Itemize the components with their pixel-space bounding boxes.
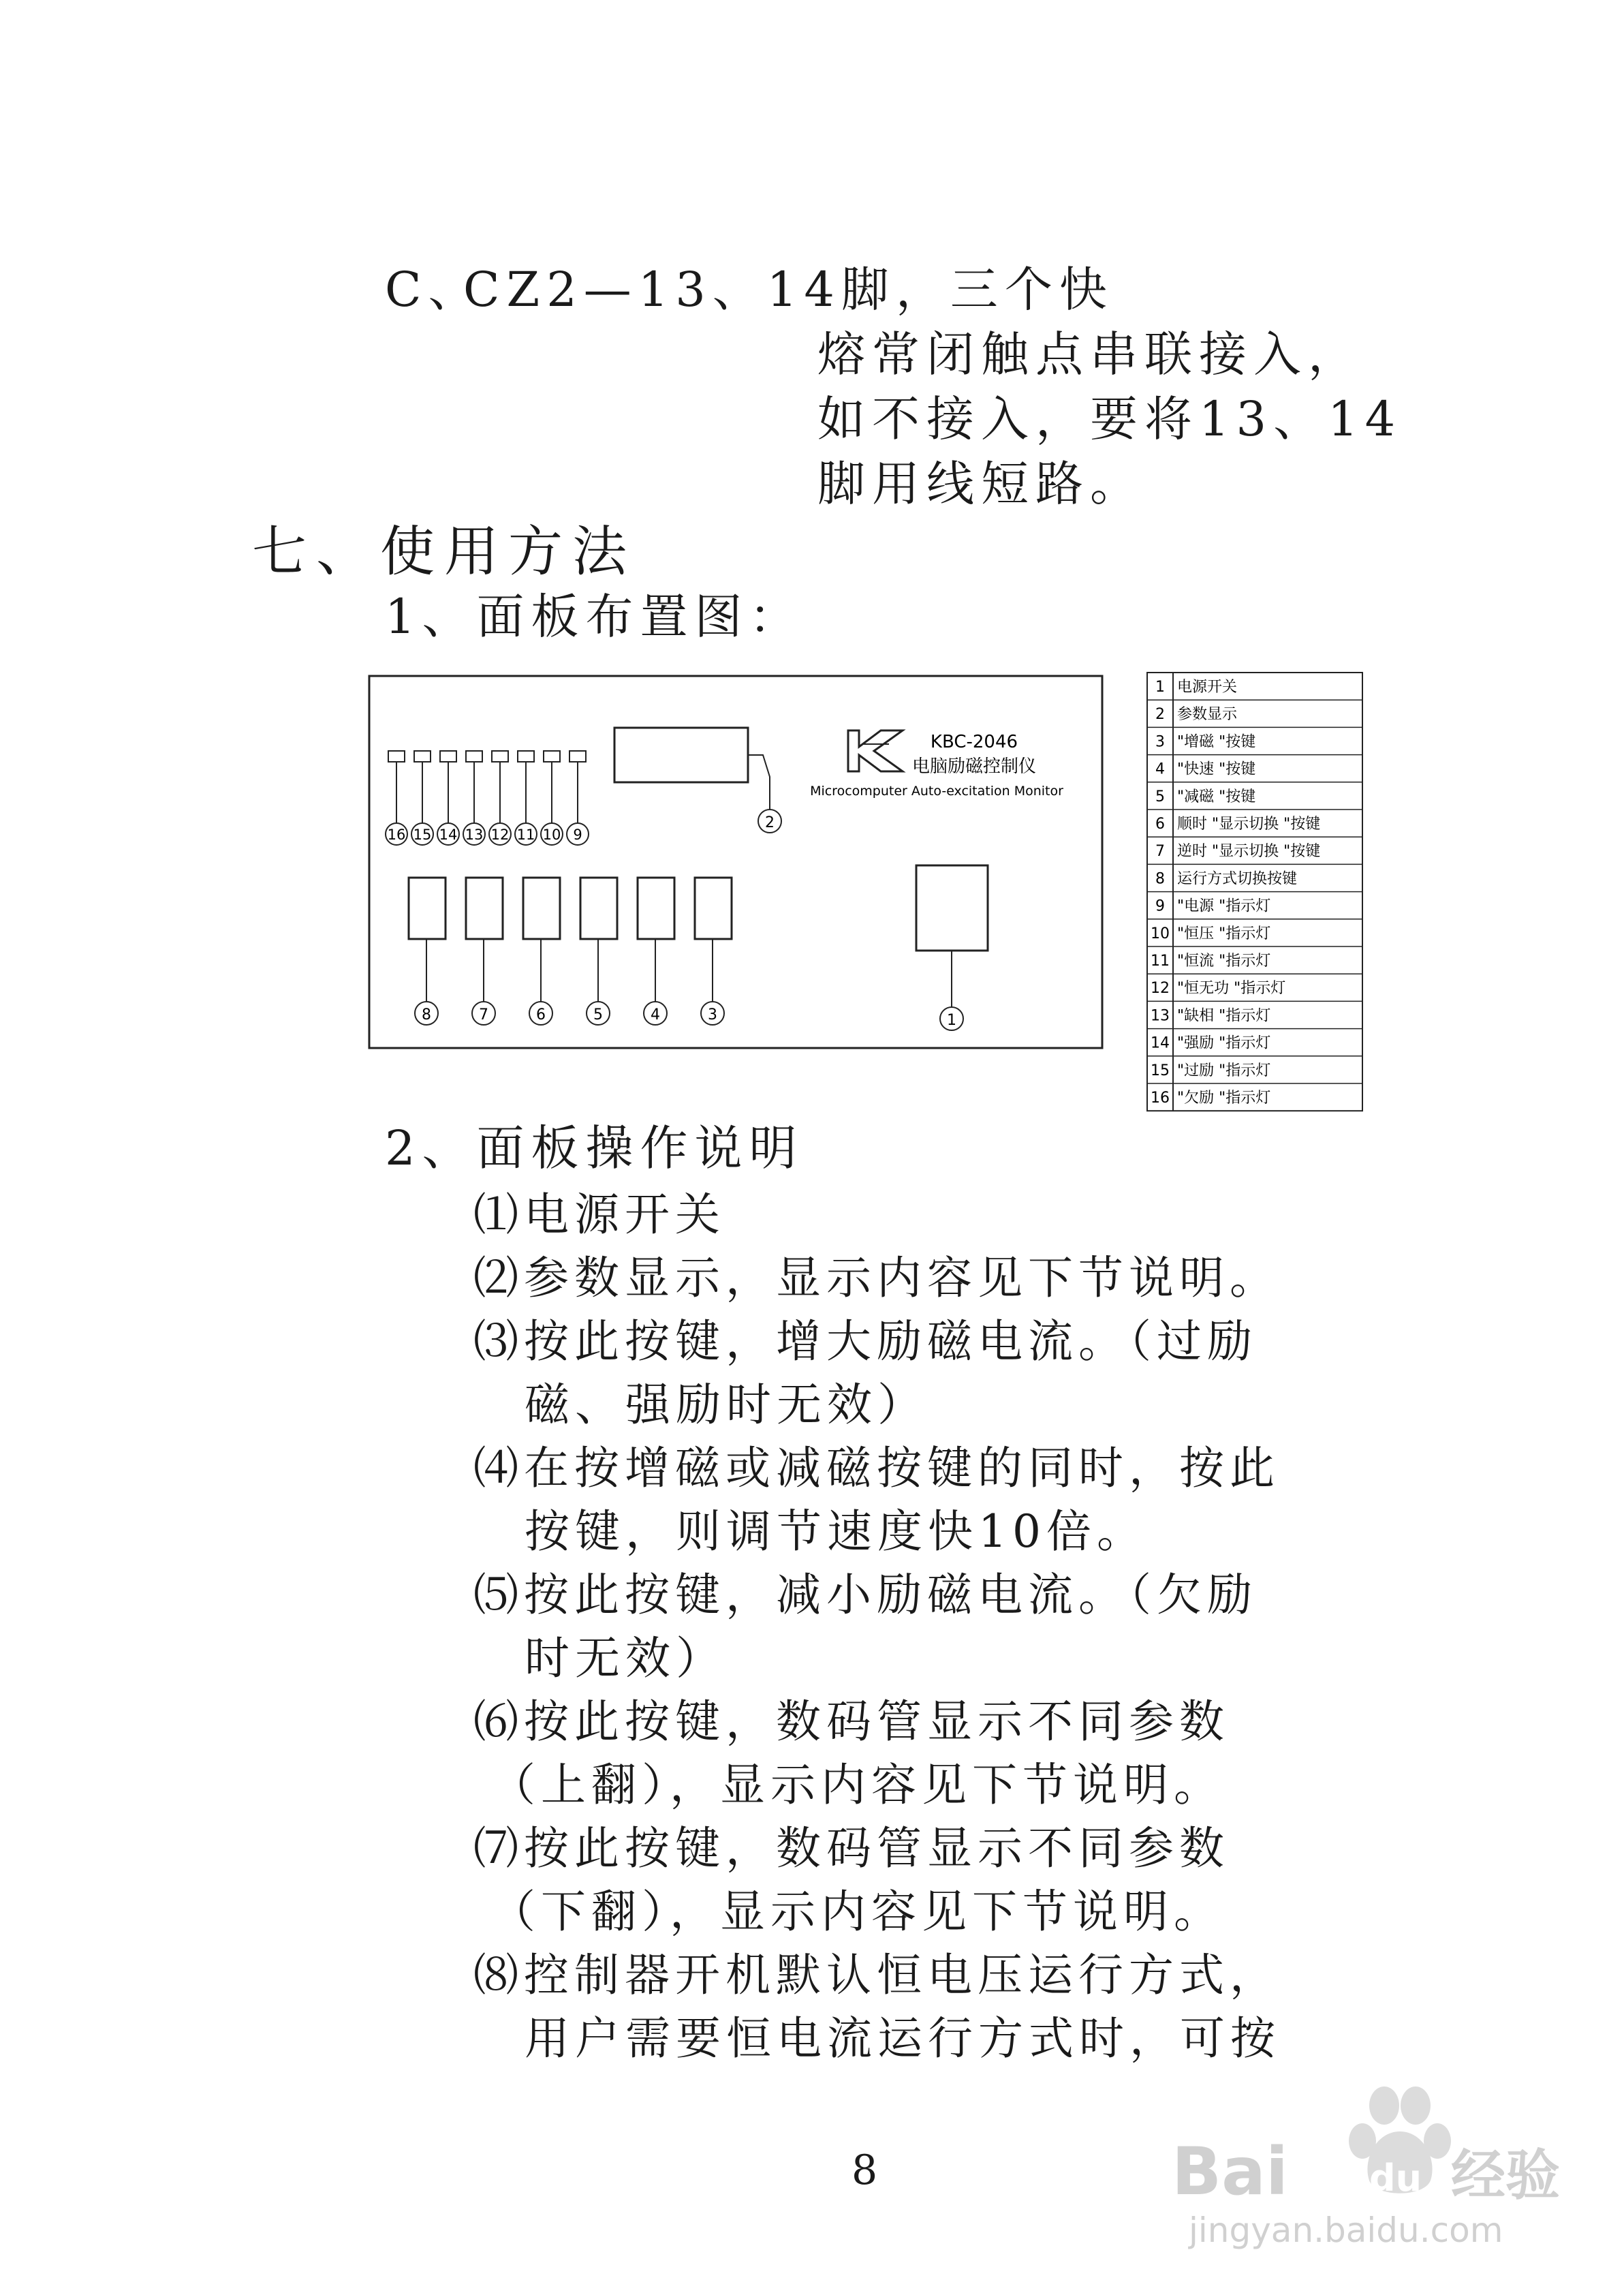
- page-number: 8: [852, 2146, 878, 2194]
- watermark-brand-2: du: [1369, 2157, 1422, 2200]
- operation-item-5: ⑸按此按键，减小励磁电流。（欠励: [473, 1569, 1258, 1621]
- legend-num-9: 9: [1155, 897, 1165, 915]
- indicator-lamp-13: [466, 751, 482, 762]
- operation-item-6-cont: （上翻），显示内容见下节说明。: [490, 1759, 1224, 1811]
- section-c-line-3: 如不接入，要将13、14: [817, 391, 1403, 447]
- legend-text-10: "恒压 "指示灯: [1177, 925, 1271, 942]
- panel-button-3: [695, 878, 732, 939]
- callout-2-label: 2: [765, 814, 775, 831]
- watermark-brand: Bai: [1172, 2134, 1288, 2210]
- legend-num-4: 4: [1155, 760, 1165, 778]
- legend-text-14: "强励 "指示灯: [1177, 1034, 1271, 1052]
- panel-legend-table: [1146, 671, 1364, 1114]
- legend-text-4: "快速 "按键: [1177, 760, 1256, 778]
- section-c-line-4: 脚用线短路。: [817, 456, 1144, 512]
- legend-text-1: 电源开关: [1177, 679, 1238, 696]
- indicator-lamp-row: [386, 751, 589, 845]
- legend-text-11: "恒流 "指示灯: [1177, 953, 1271, 970]
- operation-item-4: ⑷在按增磁或减磁按键的同时，按此: [473, 1442, 1280, 1494]
- legend-num-5: 5: [1155, 788, 1165, 805]
- legend-num-2: 2: [1155, 706, 1165, 724]
- panel-button-5: [580, 878, 617, 939]
- legend-text-5: "减磁 "按键: [1177, 788, 1256, 805]
- brand-name-en: Microcomputer Auto-excitation Monitor: [810, 784, 1063, 799]
- operation-item-3: ⑶按此按键，增大励磁电流。（过励: [473, 1315, 1258, 1368]
- callout-4-label: 4: [651, 1006, 660, 1023]
- baidu-jingyan-watermark: [1158, 2078, 1594, 2269]
- callout-6-label: 6: [536, 1006, 546, 1023]
- operation-item-5-cont: 时无效）: [525, 1632, 726, 1684]
- brand-model: KBC-2046: [930, 732, 1018, 752]
- indicator-lamp-16: [388, 751, 405, 762]
- callout-10-label: 10: [542, 827, 561, 843]
- operation-item-7: ⑺按此按键，数码管显示不同参数: [473, 1822, 1230, 1875]
- operation-item-1: ⑴电源开关: [473, 1188, 725, 1241]
- brand-name-cn: 电脑励磁控制仪: [911, 756, 1037, 777]
- watermark-url: jingyan.baidu.com: [1189, 2211, 1503, 2250]
- indicator-lamp-14: [440, 751, 456, 762]
- legend-text-9: "电源 "指示灯: [1177, 897, 1271, 915]
- legend-num-3: 3: [1155, 733, 1165, 751]
- callout-8-label: 8: [422, 1006, 431, 1023]
- operation-item-4-cont: 按键，则调节速度快10倍。: [525, 1505, 1147, 1558]
- callout-7-label: 7: [479, 1006, 488, 1023]
- callout-16-label: 16: [387, 827, 406, 843]
- operation-item-6: ⑹按此按键，数码管显示不同参数: [473, 1695, 1230, 1748]
- indicator-lamp-11: [518, 751, 534, 762]
- operation-item-3-cont: 磁、强励时无效）: [525, 1378, 928, 1431]
- operation-item-8: ⑻控制器开机默认恒电压运行方式，: [473, 1949, 1280, 2001]
- callout-5-label: 5: [593, 1006, 603, 1023]
- brand-logo: [848, 730, 903, 771]
- callout-11-label: 11: [516, 827, 535, 843]
- legend-text-13: "缺相 "指示灯: [1177, 1007, 1271, 1025]
- operation-item-7-cont: （下翻），显示内容见下节说明。: [490, 1885, 1224, 1938]
- panel-button-6: [523, 878, 560, 939]
- legend-text-16: "欠励 "指示灯: [1177, 1090, 1271, 1107]
- legend-num-1: 1: [1155, 679, 1165, 696]
- legend-text-12: "恒无功 "指示灯: [1177, 980, 1286, 998]
- legend-num-8: 8: [1155, 870, 1165, 888]
- legend-text-2: 参数显示: [1177, 706, 1238, 724]
- legend-text-3: "增磁 "按键: [1177, 733, 1256, 751]
- legend-num-16: 16: [1151, 1090, 1170, 1107]
- panel-layout-diagram: [368, 675, 1104, 1049]
- indicator-lamp-12: [492, 751, 508, 762]
- section-c-line-2: 熔常闭触点串联接入，: [817, 326, 1362, 382]
- callout-15-label: 15: [413, 827, 432, 843]
- section-c-label: C、: [385, 262, 483, 318]
- legend-num-15: 15: [1151, 1062, 1170, 1079]
- indicator-lamp-15: [414, 751, 431, 762]
- subsection-title-operation: 2、面板操作说明: [385, 1120, 804, 1176]
- callout-13-label: 13: [465, 827, 484, 843]
- section-title: 七、使用方法: [252, 520, 636, 583]
- indicator-lamp-10: [544, 751, 560, 762]
- legend-num-7: 7: [1155, 843, 1165, 861]
- legend-text-8: 运行方式切换按键: [1177, 870, 1298, 888]
- button-row: [409, 878, 732, 1025]
- callout-3-label: 3: [708, 1006, 717, 1023]
- power-switch: [916, 865, 988, 951]
- watermark-product: 经验: [1451, 2144, 1560, 2207]
- legend-num-13: 13: [1151, 1007, 1170, 1025]
- legend-num-6: 6: [1155, 816, 1165, 833]
- section-c-line-1: CZ2—13、14脚，三个快: [463, 262, 1114, 318]
- callout-14-label: 14: [439, 827, 458, 843]
- callout-12-label: 12: [490, 827, 510, 843]
- legend-text-15: "过励 "指示灯: [1177, 1062, 1271, 1079]
- legend-text-7: 逆时 "显示切换 "按键: [1177, 843, 1321, 861]
- callout-1-label: 1: [947, 1012, 956, 1029]
- panel-button-4: [638, 878, 674, 939]
- subsection-title-panel-layout: 1、面板布置图：: [385, 589, 804, 645]
- panel-button-8: [409, 878, 446, 939]
- legend-num-12: 12: [1151, 980, 1170, 998]
- indicator-lamp-9: [569, 751, 586, 762]
- operation-item-2: ⑵参数显示，显示内容见下节说明。: [473, 1252, 1280, 1304]
- operation-item-8-cont: 用户需要恒电流运行方式时，可按: [525, 2012, 1281, 2065]
- parameter-display: [614, 728, 748, 782]
- panel-button-7: [466, 878, 503, 939]
- callout-9-label: 9: [573, 827, 582, 843]
- legend-num-11: 11: [1151, 953, 1170, 970]
- legend-num-10: 10: [1151, 925, 1170, 942]
- legend-num-14: 14: [1151, 1034, 1170, 1052]
- legend-text-6: 顺时 "显示切换 "按键: [1177, 816, 1321, 833]
